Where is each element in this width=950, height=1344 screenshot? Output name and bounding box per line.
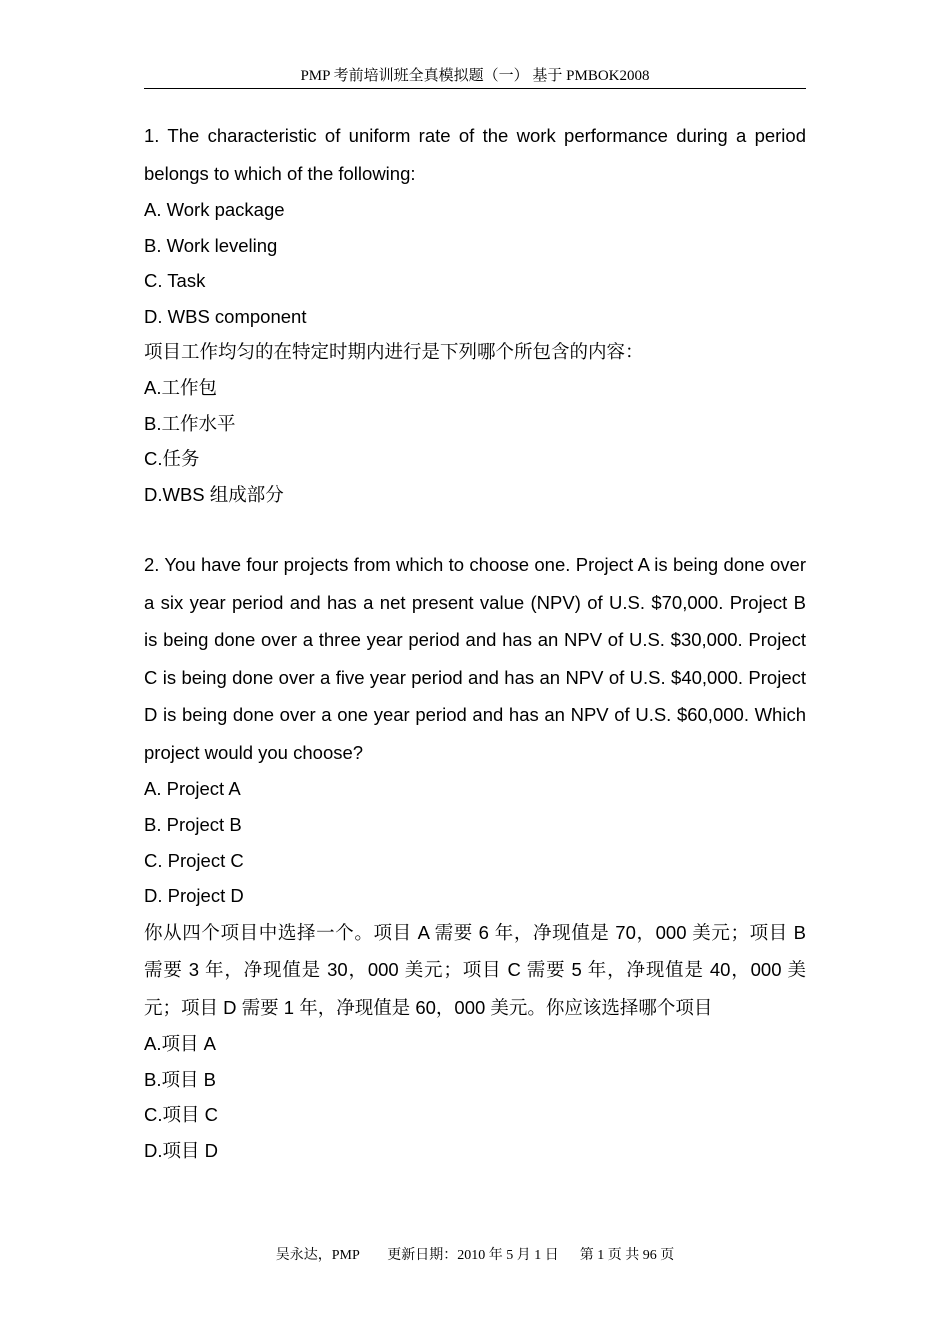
question-2-stem-zh: 你从四个项目中选择一个。项目 A 需要 6 年，净现值是 70，000 美元；项目 B 需要 3 年，净现值是 30，000 美元；项目 C 需要 5 年，净现值是 40，000 美元；项目 D 需要 1 年，净现值是 60，000 美元。你应该选择哪个项目 xyxy=(144,921,806,1018)
footer-updated: 更新日期：2010 年 5 月 1 日 xyxy=(387,1248,559,1263)
question-1-option-a-en: A. Work package xyxy=(144,199,285,220)
question-2 xyxy=(144,546,806,1168)
question-1-option-d-en: D. WBS component xyxy=(144,305,307,327)
question-1-option-d-zh: D.WBS 组成部分 xyxy=(144,483,284,505)
footer-author: 吴永达，PMP xyxy=(275,1248,360,1263)
question-2-option-a-zh: A.项目 A xyxy=(144,1033,216,1055)
question-2-option-b-en: B. Project B xyxy=(144,813,242,835)
page-header xyxy=(144,64,806,88)
question-1-option-c-en: C. Task xyxy=(144,270,206,292)
question-spacer xyxy=(144,512,806,546)
question-2-option-a-en: A. Project A xyxy=(144,778,241,800)
question-2-option-d-en: D. Project D xyxy=(144,885,244,907)
page-content xyxy=(144,117,806,1169)
question-2-option-c-zh: C.项目 C xyxy=(144,1104,219,1126)
footer-page-number: 第 1 页 共 96 页 xyxy=(579,1248,675,1263)
question-1-option-b-en: B. Work leveling xyxy=(144,234,278,256)
question-1-option-c-zh: C.任务 xyxy=(144,448,200,470)
question-1-stem-zh: 项目工作均匀的在特定时期内进行是下列哪个所包含的内容： xyxy=(144,341,644,363)
question-1-option-b-zh: B.工作水平 xyxy=(144,412,236,434)
question-2-option-d-zh: D.项目 D xyxy=(144,1140,219,1161)
question-1-option-a-zh: A.工作包 xyxy=(144,376,217,398)
question-1 xyxy=(144,117,806,512)
question-2-stem-en: 2. You have four projects from which to choose one. Project A is being done over a six year period and has a net present value (NPV) of U.S. $70,000. Project B is being done over a three year period and has an NPV of U.S. $30,000. Project C is being done over a five year period and has an NPV of U.S. $40,000. Project D is being done over a one year period and has an NPV of U.S. $60,000. Which project would you choose? xyxy=(144,554,806,763)
question-1-stem-en: 1. The characteristic of uniform rate of the work performance during a period belongs to which of the following: xyxy=(144,125,806,184)
page-footer xyxy=(0,1244,950,1268)
question-2-option-c-en: C. Project C xyxy=(144,849,244,871)
header-title: PMP 考前培训班全真模拟题（一） 基于 PMBOK2008 xyxy=(300,68,650,84)
header-divider xyxy=(144,88,806,89)
question-2-option-b-zh: B.项目 B xyxy=(144,1068,216,1090)
